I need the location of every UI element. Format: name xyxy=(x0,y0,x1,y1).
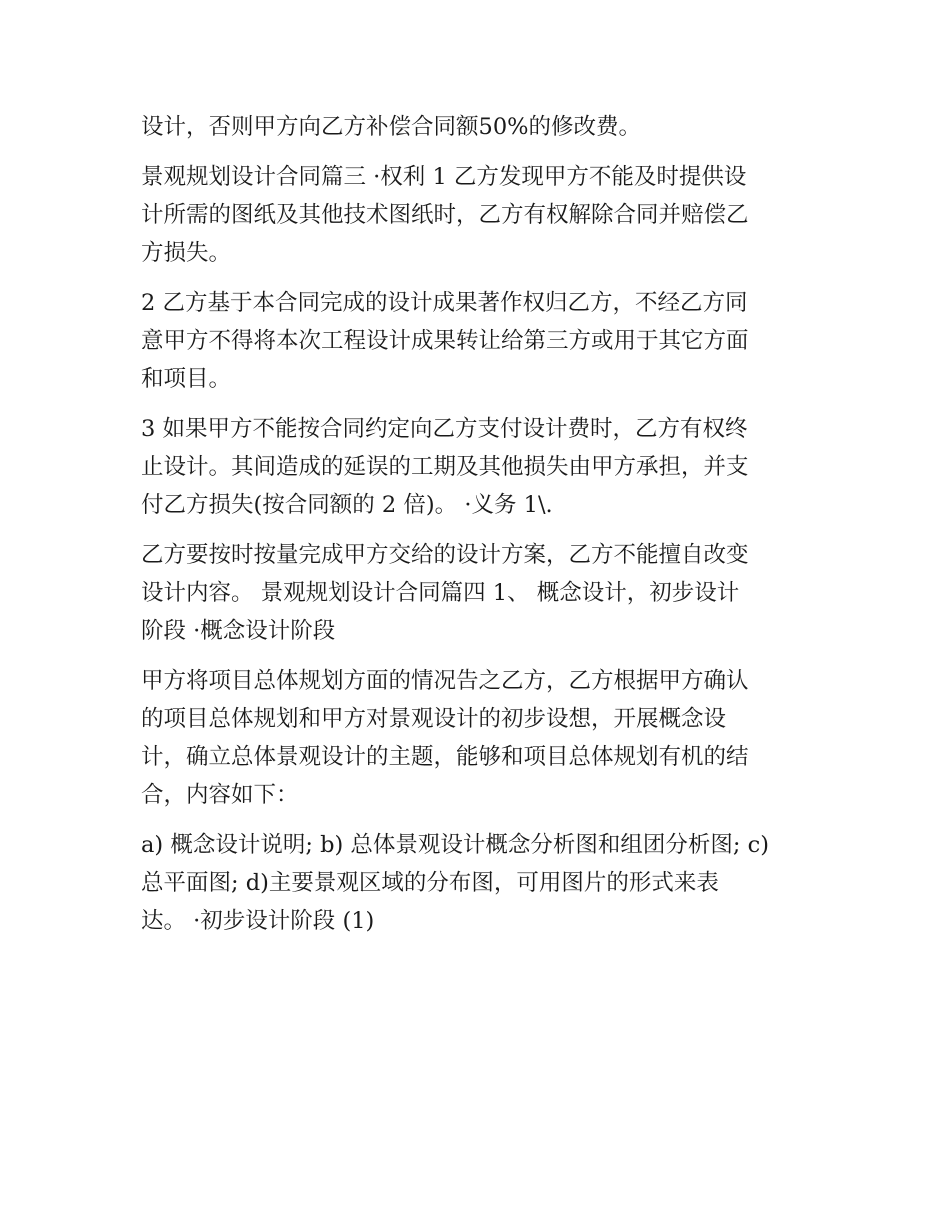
text-line: 设计，否则甲方向乙方补偿合同额50%的修改费。 xyxy=(141,114,642,140)
text-line: 达。 ·初步设计阶段 (1) xyxy=(141,908,375,934)
text-line: 阶段 ·概念设计阶段 xyxy=(141,618,336,644)
text-line: 的项目总体规划和甲方对景观设计的初步设想，开展概念设 xyxy=(141,706,727,732)
text-line: 3 如果甲方不能按合同约定向乙方支付设计费时，乙方有权终 xyxy=(141,416,748,442)
text-line: 景观规划设计合同篇三 ·权利 1 乙方发现甲方不能及时提供设 xyxy=(141,164,747,190)
text-line: 2 乙方基于本合同完成的设计成果著作权归乙方，不经乙方同 xyxy=(141,290,748,316)
text-line: 意甲方不得将本次工程设计成果转让给第三方或用于其它方面 xyxy=(141,328,749,354)
text-line: 计所需的图纸及其他技术图纸时，乙方有权解除合同并赔偿乙 xyxy=(141,202,749,228)
text-line: 甲方将项目总体规划方面的情况告之乙方，乙方根据甲方确认 xyxy=(141,668,749,694)
text-line: 设计内容。 景观规划设计合同篇四 1、 概念设计，初步设计 xyxy=(141,580,740,606)
text-line: 总平面图; d)主要景观区域的分布图，可用图片的形式来表 xyxy=(141,870,719,896)
text-line: 和项目。 xyxy=(141,366,232,392)
text-line: 计，确立总体景观设计的主题，能够和项目总体规划有机的结 xyxy=(141,744,749,770)
text-line: 付乙方损失(按合同额的 2 倍)。 ·义务 1\. xyxy=(141,492,553,518)
text-line: a) 概念设计说明; b) 总体景观设计概念分析图和组团分析图; c) xyxy=(141,832,770,858)
text-line: 方损失。 xyxy=(141,240,232,266)
text-line: 止设计。其间造成的延误的工期及其他损失由甲方承担，并支 xyxy=(141,454,749,480)
text-line: 合，内容如下： xyxy=(141,782,299,808)
text-line: 乙方要按时按量完成甲方交给的设计方案，乙方不能擅自改变 xyxy=(141,542,749,568)
document-body xyxy=(141,108,821,940)
